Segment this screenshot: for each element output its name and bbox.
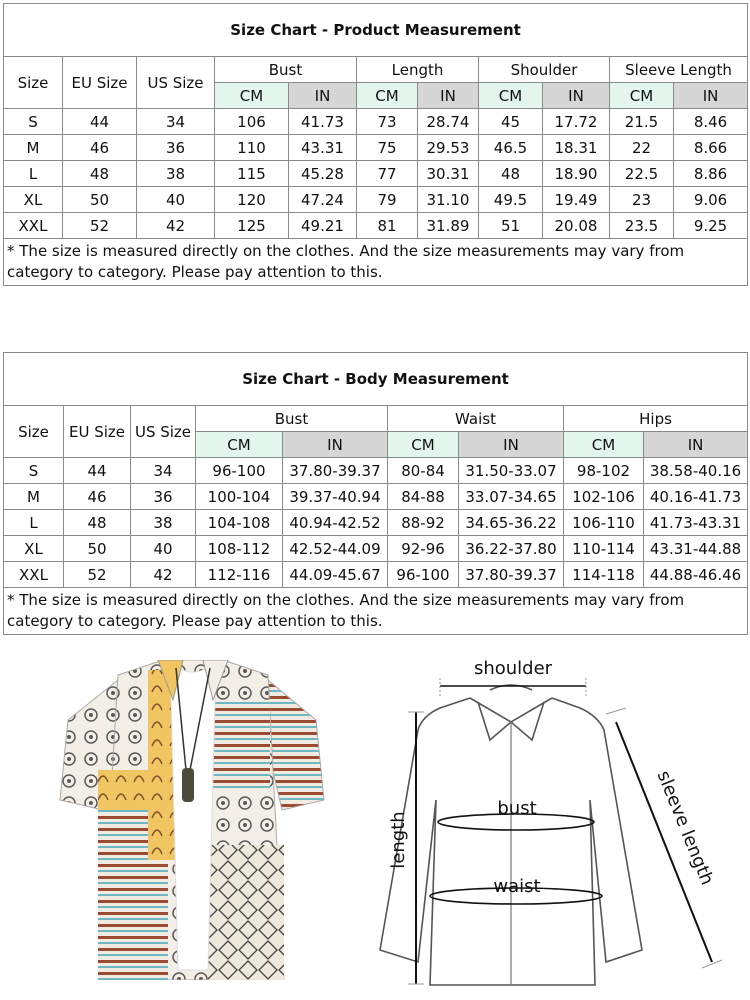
table-cell: 9.25 xyxy=(674,213,748,239)
table-cell: 34 xyxy=(137,109,215,135)
size-cell: S xyxy=(4,109,63,135)
table-cell: 40.16-41.73 xyxy=(644,484,748,510)
table-cell: 41.73 xyxy=(289,109,357,135)
table-cell: 45.28 xyxy=(289,161,357,187)
product-chart-note: * The size is measured directly on the clothes. And the size measurements may vary from category to category. Please pay attention to this. xyxy=(4,239,748,286)
product-size-chart xyxy=(3,3,748,286)
table-cell: 17.72 xyxy=(543,109,610,135)
table-cell: 110 xyxy=(215,135,289,161)
table-cell: 46 xyxy=(64,484,131,510)
table-cell: 108-112 xyxy=(196,536,283,562)
table-cell: 49.21 xyxy=(289,213,357,239)
size-cell: L xyxy=(4,161,63,187)
table-cell: 36.22-37.80 xyxy=(459,536,564,562)
size-header: Size xyxy=(4,57,63,109)
waist-label: waist xyxy=(493,876,541,897)
eu-size-header: EU Size xyxy=(63,57,137,109)
table-cell: 46 xyxy=(63,135,137,161)
table-cell: 48 xyxy=(63,161,137,187)
table-cell: 42 xyxy=(131,562,196,588)
table-cell: 31.50-33.07 xyxy=(459,458,564,484)
table-row xyxy=(4,135,748,161)
table-cell: 22 xyxy=(610,135,674,161)
table-cell: 79 xyxy=(357,187,418,213)
table-cell: 43.31 xyxy=(289,135,357,161)
in-header: IN xyxy=(289,83,357,109)
table-cell: 23 xyxy=(610,187,674,213)
cm-header: CM xyxy=(196,432,283,458)
in-header: IN xyxy=(283,432,388,458)
table-cell: 21.5 xyxy=(610,109,674,135)
table-cell: 38 xyxy=(131,510,196,536)
in-header: IN xyxy=(418,83,479,109)
table-cell: 50 xyxy=(64,536,131,562)
table-cell: 34.65-36.22 xyxy=(459,510,564,536)
table-cell: 49.5 xyxy=(479,187,543,213)
sleeve-length-label: sleeve length xyxy=(652,767,718,889)
table-cell: 77 xyxy=(357,161,418,187)
table-cell: 40 xyxy=(137,187,215,213)
table-cell: 125 xyxy=(215,213,289,239)
table-cell: 106-110 xyxy=(564,510,644,536)
in-header: IN xyxy=(459,432,564,458)
measurement-diagram xyxy=(340,650,745,995)
table-cell: 48 xyxy=(479,161,543,187)
table-cell: 47.24 xyxy=(289,187,357,213)
table-cell: 31.89 xyxy=(418,213,479,239)
hips-header: Hips xyxy=(564,406,748,432)
table-cell: 20.08 xyxy=(543,213,610,239)
table-cell: 73 xyxy=(357,109,418,135)
bust-header: Bust xyxy=(215,57,357,83)
waist-header: Waist xyxy=(388,406,564,432)
in-header: IN xyxy=(674,83,748,109)
table-cell: 96-100 xyxy=(388,562,459,588)
table-row xyxy=(4,187,748,213)
table-cell: 114-118 xyxy=(564,562,644,588)
table-cell: 38 xyxy=(137,161,215,187)
size-header: Size xyxy=(4,406,64,458)
table-cell: 42.52-44.09 xyxy=(283,536,388,562)
table-cell: 34 xyxy=(131,458,196,484)
table-cell: 40.94-42.52 xyxy=(283,510,388,536)
table-cell: 81 xyxy=(357,213,418,239)
length-header: Length xyxy=(357,57,479,83)
shoulder-label: shoulder xyxy=(473,658,553,679)
table-cell: 112-116 xyxy=(196,562,283,588)
cm-header: CM xyxy=(564,432,644,458)
table-row xyxy=(4,562,748,588)
table-cell: 8.86 xyxy=(674,161,748,187)
table-cell: 104-108 xyxy=(196,510,283,536)
table-cell: 8.66 xyxy=(674,135,748,161)
table-cell: 52 xyxy=(64,562,131,588)
table-cell: 46.5 xyxy=(479,135,543,161)
table-cell: 19.49 xyxy=(543,187,610,213)
table-cell: 37.80-39.37 xyxy=(459,562,564,588)
body-chart-title: Size Chart - Body Measurement xyxy=(4,353,748,406)
size-cell: L xyxy=(4,510,64,536)
table-cell: 84-88 xyxy=(388,484,459,510)
table-cell: 98-102 xyxy=(564,458,644,484)
table-cell: 44 xyxy=(63,109,137,135)
table-cell: 44.09-45.67 xyxy=(283,562,388,588)
product-chart-rows xyxy=(4,109,748,239)
cm-header: CM xyxy=(357,83,418,109)
size-cell: XL xyxy=(4,187,63,213)
table-cell: 44 xyxy=(64,458,131,484)
us-size-header: US Size xyxy=(131,406,196,458)
table-cell: 88-92 xyxy=(388,510,459,536)
sleeve-length-header: Sleeve Length xyxy=(610,57,748,83)
table-cell: 23.5 xyxy=(610,213,674,239)
size-cell: M xyxy=(4,135,63,161)
table-cell: 30.31 xyxy=(418,161,479,187)
size-cell: XXL xyxy=(4,213,63,239)
right-sleeve xyxy=(268,680,324,810)
table-cell: 92-96 xyxy=(388,536,459,562)
table-cell: 43.31-44.88 xyxy=(644,536,748,562)
table-cell: 75 xyxy=(357,135,418,161)
shirt-photo xyxy=(58,660,328,980)
table-row xyxy=(4,510,748,536)
table-cell: 102-106 xyxy=(564,484,644,510)
cm-header: CM xyxy=(388,432,459,458)
body-chart-rows xyxy=(4,458,748,588)
table-cell: 36 xyxy=(137,135,215,161)
table-cell: 33.07-34.65 xyxy=(459,484,564,510)
cm-header: CM xyxy=(610,83,674,109)
size-cell: XL xyxy=(4,536,64,562)
table-cell: 29.53 xyxy=(418,135,479,161)
eu-size-header: EU Size xyxy=(64,406,131,458)
table-cell: 45 xyxy=(479,109,543,135)
table-row xyxy=(4,213,748,239)
table-cell: 18.90 xyxy=(543,161,610,187)
white-tshirt xyxy=(170,662,216,970)
table-row xyxy=(4,161,748,187)
table-cell: 100-104 xyxy=(196,484,283,510)
table-cell: 106 xyxy=(215,109,289,135)
table-cell: 28.74 xyxy=(418,109,479,135)
body-size-chart xyxy=(3,352,748,635)
table-cell: 115 xyxy=(215,161,289,187)
table-cell: 80-84 xyxy=(388,458,459,484)
table-cell: 41.73-43.31 xyxy=(644,510,748,536)
in-header: IN xyxy=(543,83,610,109)
table-cell: 18.31 xyxy=(543,135,610,161)
table-cell: 48 xyxy=(64,510,131,536)
table-cell: 38.58-40.16 xyxy=(644,458,748,484)
table-cell: 39.37-40.94 xyxy=(283,484,388,510)
product-chart-title: Size Chart - Product Measurement xyxy=(4,4,748,57)
table-cell: 36 xyxy=(131,484,196,510)
size-cell: XXL xyxy=(4,562,64,588)
cm-header: CM xyxy=(479,83,543,109)
table-cell: 9.06 xyxy=(674,187,748,213)
table-cell: 22.5 xyxy=(610,161,674,187)
table-cell: 37.80-39.37 xyxy=(283,458,388,484)
table-cell: 31.10 xyxy=(418,187,479,213)
table-cell: 8.46 xyxy=(674,109,748,135)
cm-header: CM xyxy=(215,83,289,109)
size-cell: S xyxy=(4,458,64,484)
length-label: length xyxy=(388,811,409,869)
in-header: IN xyxy=(644,432,748,458)
table-cell: 52 xyxy=(63,213,137,239)
table-cell: 44.88-46.46 xyxy=(644,562,748,588)
bust-header: Bust xyxy=(196,406,388,432)
table-row xyxy=(4,484,748,510)
us-size-header: US Size xyxy=(137,57,215,109)
table-row xyxy=(4,109,748,135)
bust-label: bust xyxy=(497,798,537,819)
shoulder-header: Shoulder xyxy=(479,57,610,83)
table-cell: 50 xyxy=(63,187,137,213)
table-cell: 96-100 xyxy=(196,458,283,484)
table-cell: 40 xyxy=(131,536,196,562)
table-row xyxy=(4,458,748,484)
size-cell: M xyxy=(4,484,64,510)
table-row xyxy=(4,536,748,562)
table-cell: 42 xyxy=(137,213,215,239)
table-cell: 120 xyxy=(215,187,289,213)
body-chart-note: * The size is measured directly on the clothes. And the size measurements may vary from category to category. Please pay attention to this. xyxy=(4,588,748,635)
table-cell: 51 xyxy=(479,213,543,239)
table-cell: 110-114 xyxy=(564,536,644,562)
